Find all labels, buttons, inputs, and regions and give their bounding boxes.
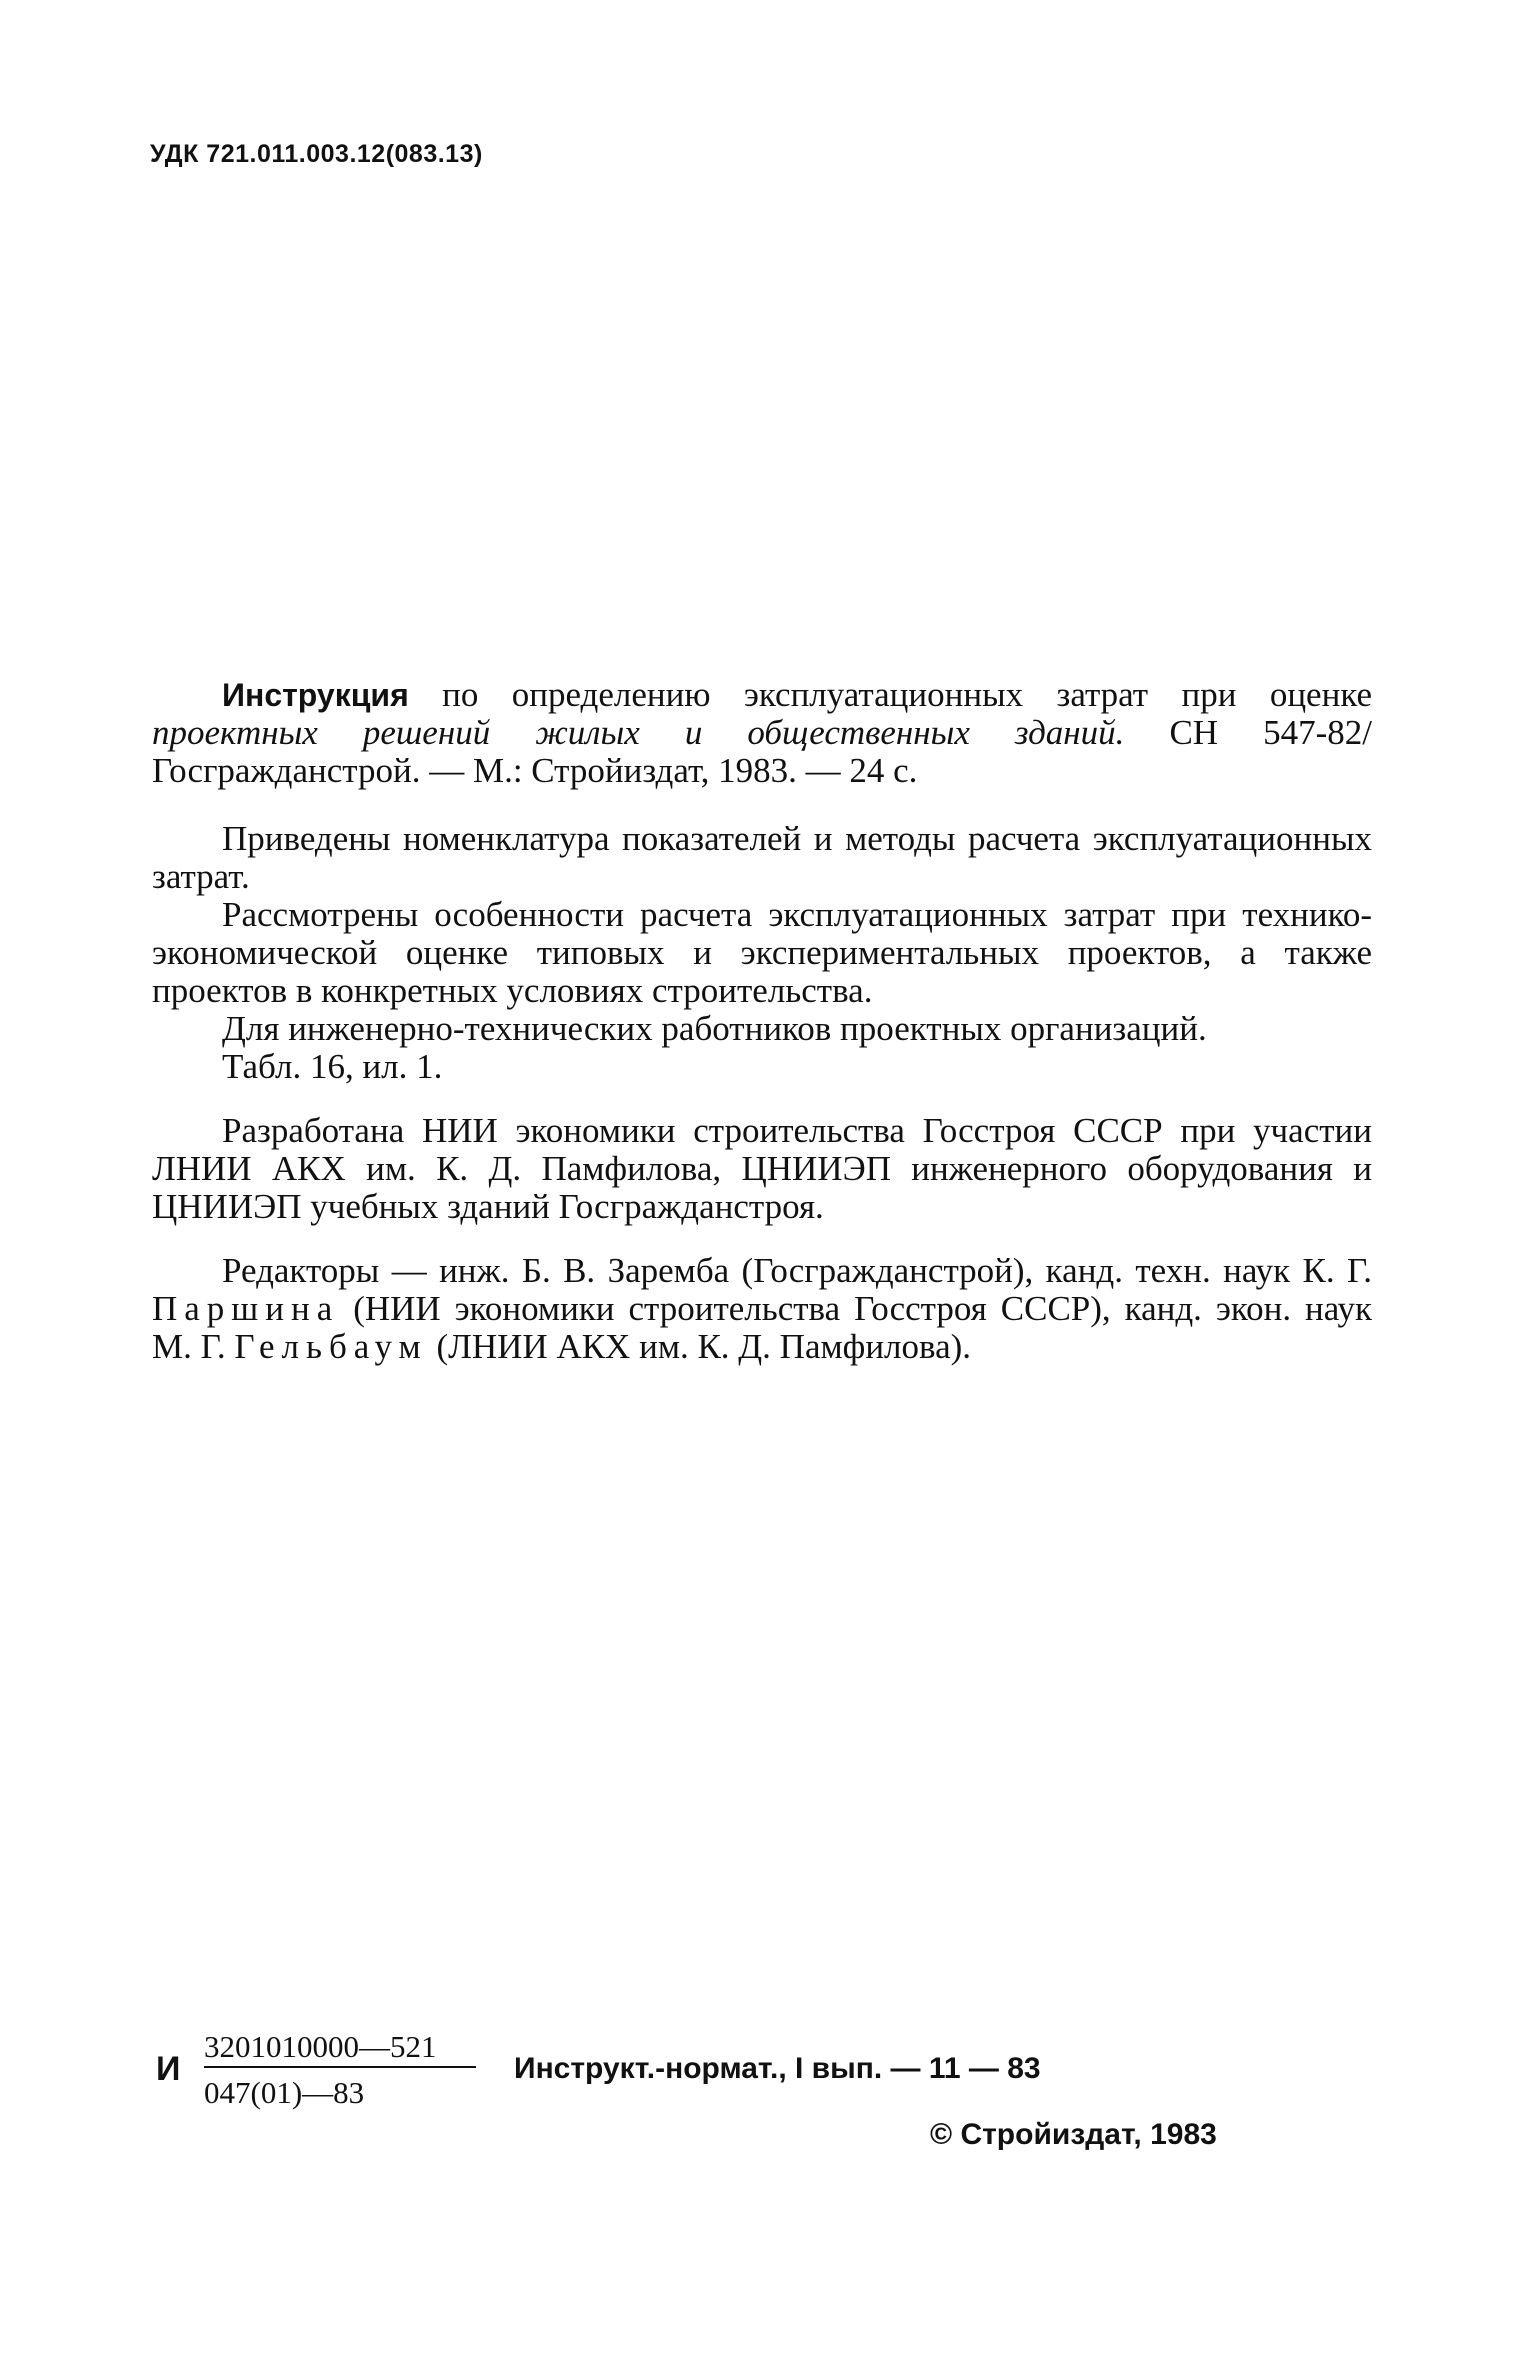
imprint-code-denominator: 047(01)—83 xyxy=(204,2066,476,2112)
annotation-paragraph-2: Рассмотрены особенности расчета эксплуатационных затрат при технико-экономической оценке типовых и экспериментальных проектов, а также проектов в конкретных условиях строительства. xyxy=(152,895,1372,1010)
udk-code: УДК 721.011.003.12(083.13) xyxy=(150,140,483,168)
bibliographic-details: СН 547-82/Госгражданстрой. — М.: Стройиздат, 1983. — 24 с. xyxy=(152,713,1372,790)
editors-section xyxy=(152,1252,1372,1366)
imprint-code-numerator: 3201010000—521 xyxy=(204,2029,437,2064)
editors-part-2: (НИИ экономики строительства Госстроя СССР), канд. экон. наук М. Г. xyxy=(152,1289,1372,1366)
editors-text xyxy=(152,1252,1372,1366)
document-title-rest: по определению эксплуатационных затрат при оценке xyxy=(408,675,1372,714)
imprint-series: Инструкт.-нормат., I вып. — 11 — 83 xyxy=(514,2052,1041,2085)
developed-by-section xyxy=(152,1112,1372,1226)
imprint-index-letter: И xyxy=(156,2050,181,2088)
bibliographic-entry xyxy=(152,676,1372,790)
annotation-paragraph-3: Для инженерно-технических работников проектных организаций. xyxy=(222,1009,1207,1048)
copyright-notice: © Стройиздат, 1983 xyxy=(930,2118,1217,2151)
imprint-code-fraction xyxy=(204,2028,476,2112)
developed-by-text: Разработана НИИ экономики строительства Госстроя СССР при участии ЛНИИ АКХ им. К. Д. Памфилова, ЦНИИЭП инженерного оборудования и ЦНИИЭП учебных зданий Госгражданстроя. xyxy=(152,1111,1372,1226)
annotation-text xyxy=(152,820,1372,1086)
editor-name-parshina: Паршина xyxy=(152,1289,340,1328)
editors-part-3: (ЛНИИ АКХ им. К. Д. Памфилова). xyxy=(427,1327,972,1366)
editor-name-gelbaum: Гельбаум xyxy=(234,1327,428,1366)
document-title-lead: Инструкция xyxy=(222,677,409,713)
bibliographic-description xyxy=(152,676,1372,790)
document-title-italic: проектных решений жилых и общественных зданий. xyxy=(152,713,1125,752)
annotation-paragraph-1: Приведены номенклатура показателей и методы расчета эксплуатационных затрат. xyxy=(152,819,1372,896)
editors-part-1: Редакторы — инж. Б. В. Заремба (Госгражданстрой), канд. техн. наук К. Г. xyxy=(222,1251,1372,1290)
annotation-paragraph-4: Табл. 16, ил. 1. xyxy=(222,1047,443,1086)
